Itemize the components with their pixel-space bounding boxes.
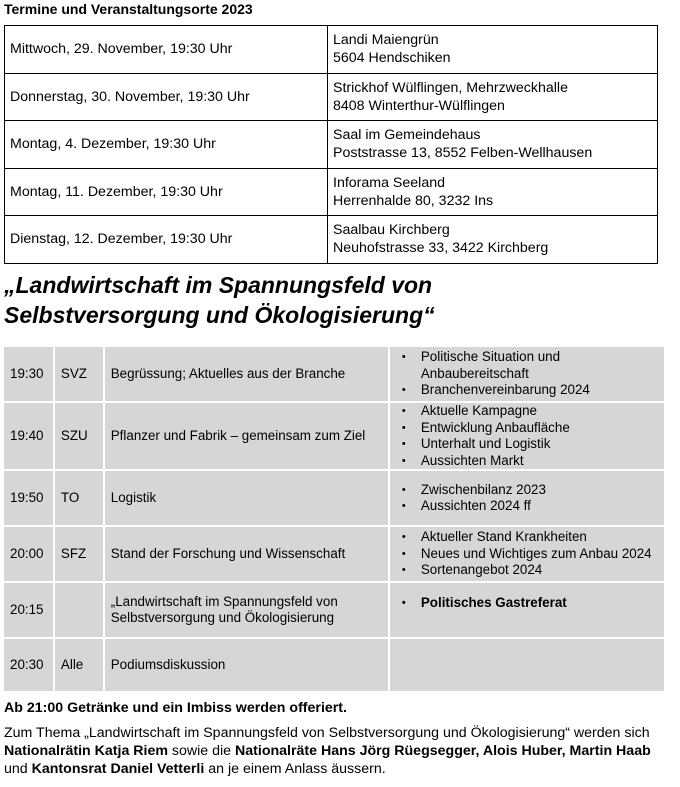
table-row xyxy=(5,26,658,74)
point-text: Aktuelle Kampagne xyxy=(420,403,538,418)
venue-address: Neuhofstrasse 33, 3422 Kirchberg xyxy=(333,240,549,257)
venue-place: Saalbau Kirchberg xyxy=(333,222,450,239)
program-time: 19:30 xyxy=(4,347,53,401)
point-text: Politische Situation und Anbaubereitschaft xyxy=(420,349,561,381)
list-item xyxy=(396,349,660,382)
point-text: Aussichten Markt xyxy=(420,452,524,468)
point-text: Sortenangebot 2024 xyxy=(420,562,543,578)
bullet-icon: • xyxy=(401,564,406,577)
venue-address: 8408 Winterthur-Wülflingen xyxy=(333,97,505,114)
program-topic: Podiumsdiskussion xyxy=(105,639,388,691)
program-time: 19:50 xyxy=(4,471,53,525)
program-time: 20:15 xyxy=(4,583,53,637)
list-item xyxy=(396,382,660,399)
bullet-icon: • xyxy=(401,454,406,467)
list-item xyxy=(396,482,660,499)
point-text: Unterhalt und Logistik xyxy=(420,436,551,451)
program-topic: Stand der Forschung und Wissenschaft xyxy=(105,527,388,581)
list-item xyxy=(396,403,660,420)
program-time: 20:30 xyxy=(4,639,53,691)
program-points xyxy=(390,639,664,691)
bullet-icon: • xyxy=(401,351,406,364)
bullet-icon: • xyxy=(401,547,406,560)
program-points xyxy=(390,471,664,525)
venue-address: Herrenhalde 80, 3232 Ins xyxy=(333,192,494,209)
venue-date: Mittwoch, 29. November, 19:30 Uhr xyxy=(5,26,328,74)
point-text: Politisches Gastreferat xyxy=(420,595,567,610)
closing-text: und xyxy=(4,761,32,777)
program-speaker: Alle xyxy=(55,639,103,691)
schedule-heading: Termine und Veranstaltungsorte 2023 xyxy=(4,1,253,17)
closing-text: an je einem Anlass äussern. xyxy=(204,761,386,777)
speaker-name: Kantonsrat Daniel Vetterli xyxy=(31,761,205,777)
venue-place: Landi Maiengrün xyxy=(333,32,439,49)
point-text: Entwicklung Anbaufläche xyxy=(420,419,570,435)
closing-text: sowie die xyxy=(167,743,236,759)
table-row xyxy=(5,216,658,264)
bullet-icon: • xyxy=(401,500,406,512)
list-item xyxy=(396,546,660,563)
program-topic: „Landwirtschaft im Spannungsfeld von Selbstversorgung und Ökologisierung xyxy=(105,583,388,637)
bullet-icon: • xyxy=(401,384,406,397)
table-row xyxy=(4,583,664,637)
program-topic: Pflanzer und Fabrik – gemeinsam zum Ziel xyxy=(105,403,388,469)
program-topic: Logistik xyxy=(105,471,388,525)
program-topic: Begrüssung; Aktuelles aus der Branche xyxy=(105,347,388,401)
venue-date: Donnerstag, 30. November, 19:30 Uhr xyxy=(5,73,328,121)
program-points xyxy=(390,583,664,637)
speaker-name: Nationalräte Hans Jörg Rüegsegger, Alois Huber, Martin Haab xyxy=(235,743,651,759)
speaker-name: Nationalrätin Katja Riem xyxy=(4,743,168,759)
program-speaker: TO xyxy=(55,471,103,525)
venue-location xyxy=(328,216,658,264)
program-points xyxy=(390,527,664,581)
list-item xyxy=(396,436,660,453)
program-points xyxy=(390,347,664,401)
venue-place: Saal im Gemeindehaus xyxy=(333,127,481,144)
table-row xyxy=(4,403,664,469)
bullet-icon: • xyxy=(401,421,406,434)
table-row xyxy=(5,73,658,121)
program-speaker: SZU xyxy=(55,403,103,469)
venues-table xyxy=(4,25,658,264)
venue-date: Dienstag, 12. Dezember, 19:30 Uhr xyxy=(5,216,328,264)
venue-date: Montag, 4. Dezember, 19:30 Uhr xyxy=(5,121,328,169)
table-row xyxy=(4,347,664,401)
program-speaker: SFZ xyxy=(55,527,103,581)
closing-paragraph xyxy=(4,724,666,778)
bullet-icon: • xyxy=(401,438,406,450)
list-item xyxy=(396,562,660,579)
bullet-icon: • xyxy=(401,597,406,609)
program-time: 20:00 xyxy=(4,527,53,581)
program-table xyxy=(2,345,666,693)
point-text: Zwischenbilanz 2023 xyxy=(420,481,546,497)
program-points xyxy=(390,403,664,469)
table-row xyxy=(4,527,664,581)
venue-location xyxy=(328,73,658,121)
venue-address: Poststrasse 13, 8552 Felben-Wellhausen xyxy=(333,145,593,162)
program-speaker: SVZ xyxy=(55,347,103,401)
list-item xyxy=(396,453,660,470)
table-row xyxy=(5,121,658,169)
bullet-icon: • xyxy=(401,483,406,496)
list-item xyxy=(396,595,660,612)
point-text: Aussichten 2024 ff xyxy=(420,498,531,513)
table-row xyxy=(5,168,658,216)
program-time: 19:40 xyxy=(4,403,53,469)
list-item xyxy=(396,529,660,546)
list-item xyxy=(396,420,660,437)
venue-address: 5604 Hendschiken xyxy=(333,50,451,67)
venue-location xyxy=(328,121,658,169)
program-speaker xyxy=(55,583,103,637)
point-text: Branchenvereinbarung 2024 xyxy=(420,382,590,398)
event-title xyxy=(4,270,664,330)
table-row xyxy=(4,471,664,525)
bullet-icon: • xyxy=(401,405,406,417)
venue-location xyxy=(328,168,658,216)
event-title-line: „Landwirtschaft im Spannungsfeld von xyxy=(4,272,433,298)
list-item xyxy=(396,498,660,515)
venue-location xyxy=(328,26,658,74)
closing-text: Zum Thema „Landwirtschaft im Spannungsfeld von Selbstversorgung und Ökologisierung“ werden sich xyxy=(4,725,650,741)
point-text: Aktueller Stand Krankheiten xyxy=(420,529,587,545)
venue-date: Montag, 11. Dezember, 19:30 Uhr xyxy=(5,168,328,216)
point-text: Neues und Wichtiges zum Anbau 2024 xyxy=(420,545,652,561)
venue-place: Strickhof Wülflingen, Mehrzweckhalle xyxy=(333,79,568,96)
bullet-icon: • xyxy=(401,531,406,544)
refreshments-note: Ab 21:00 Getränke und ein Imbiss werden offeriert. xyxy=(4,700,347,716)
table-row xyxy=(4,639,664,691)
venue-place: Inforama Seeland xyxy=(333,174,445,191)
event-title-line: Selbstversorgung und Ökologisierung“ xyxy=(4,302,435,328)
